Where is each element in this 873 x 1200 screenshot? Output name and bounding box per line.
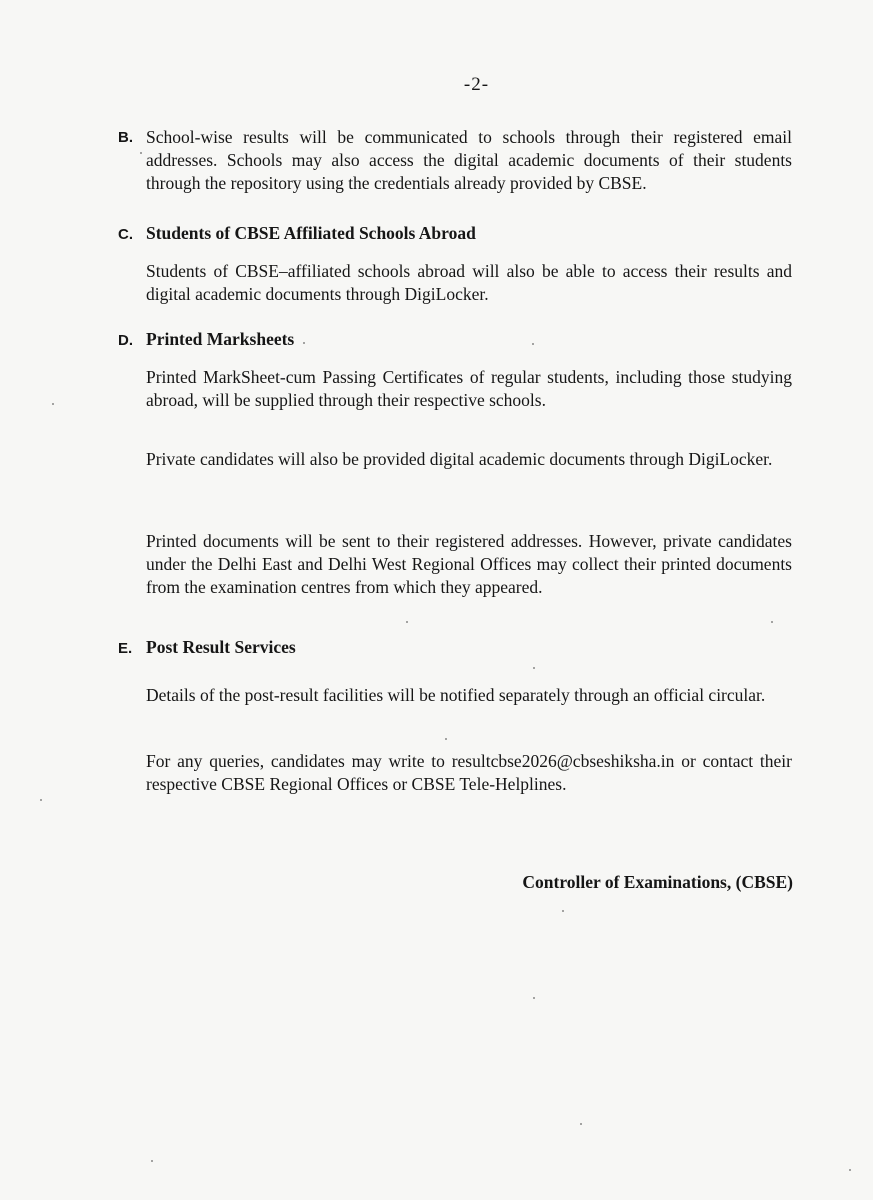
section-e-heading: Post Result Services: [146, 637, 296, 657]
scan-speck: [533, 667, 535, 669]
scan-speck: [533, 997, 535, 999]
page-number: -2-: [463, 74, 490, 95]
scan-speck: [151, 1160, 153, 1162]
section-d-heading: Printed Marksheets: [146, 329, 295, 349]
scan-speck: [303, 342, 305, 344]
section-b-letter: B.: [118, 129, 133, 146]
section-e-paragraph-1: Details of the post-result facilities will be notified separately through an official circular.: [146, 685, 766, 705]
section-c-heading: Students of CBSE Affiliated Schools Abroad: [146, 223, 476, 243]
scan-speck: [849, 1169, 851, 1171]
scan-speck: [771, 621, 773, 623]
scan-speck: [406, 621, 408, 623]
scan-speck: [140, 152, 142, 154]
scan-speck: [52, 403, 54, 405]
section-c-paragraph: Students of CBSE–affiliated schools abroad will also be able to access their results and digital academic documents through DigiLocker.: [146, 261, 792, 304]
section-d-letter: D.: [118, 332, 133, 349]
scan-speck: [532, 343, 534, 345]
section-b-paragraph: School-wise results will be communicated to schools through their registered email addresses. Schools may also access the digital academic documents of their students through the repository using the credentials already provided by CBSE.: [146, 127, 792, 193]
signature-line: Controller of Examinations, (CBSE): [522, 872, 793, 892]
section-e-letter: E.: [118, 640, 133, 657]
scan-speck: [562, 910, 564, 912]
section-d-paragraph-3: Printed documents will be sent to their registered addresses. However, private candidates under the Delhi East and Delhi West Regional Offices may collect their printed documents from the examination centres from which they appeared.: [146, 531, 792, 597]
scan-speck: [445, 738, 447, 740]
section-e-paragraph-2: For any queries, candidates may write to resultcbse2026@cbseshiksha.in or contact their respective CBSE Regional Offices or CBSE Tele-Helplines.: [146, 751, 792, 794]
section-d-paragraph-1: Printed MarkSheet-cum Passing Certificates of regular students, including those studying abroad, will be supplied through their respective schools.: [146, 367, 792, 410]
section-c-letter: C.: [118, 226, 133, 243]
section-d-paragraph-2: Private candidates will also be provided digital academic documents through DigiLocker.: [146, 449, 773, 469]
scan-speck: [40, 799, 42, 801]
scan-speck: [580, 1123, 582, 1125]
